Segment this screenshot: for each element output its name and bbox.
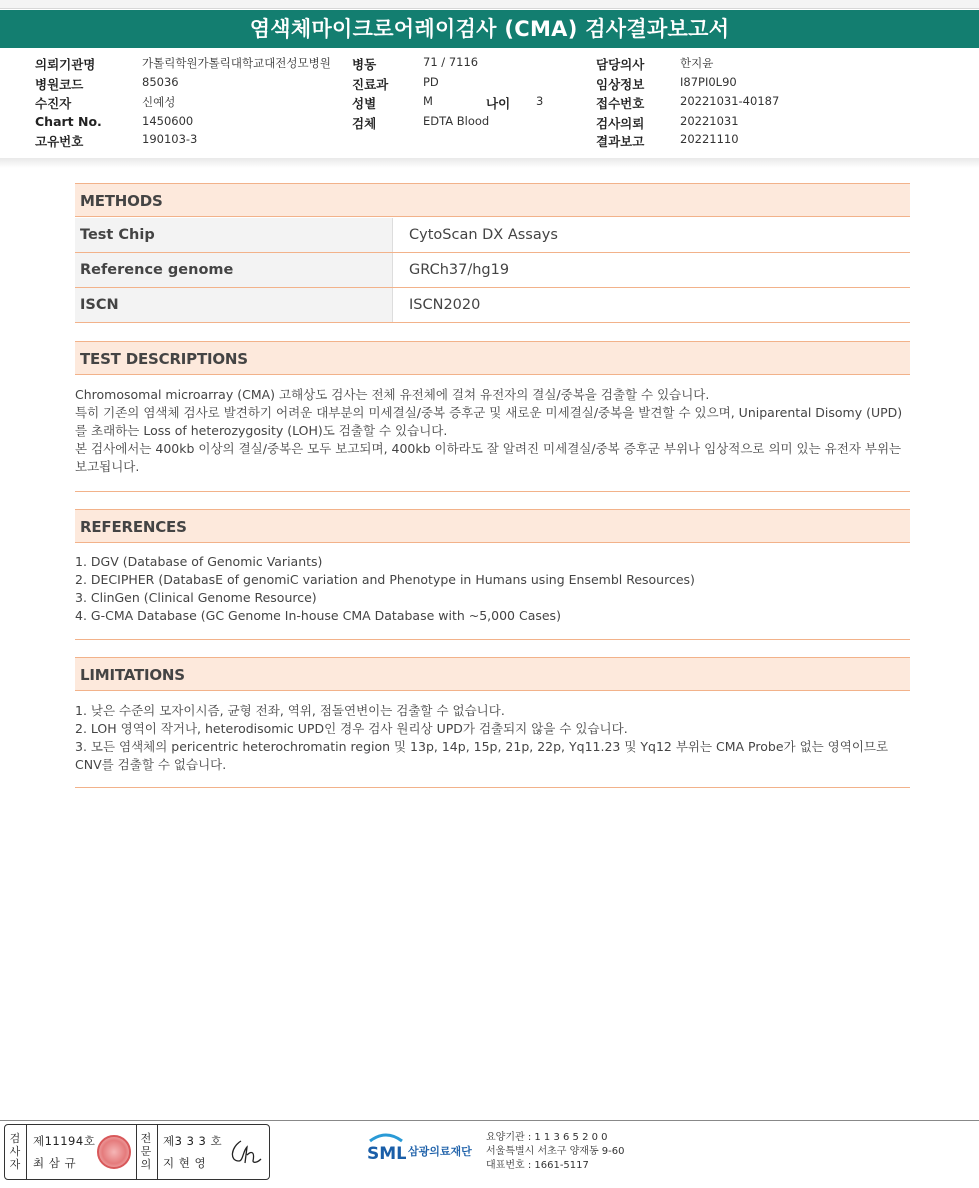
dept-label: 진료과 <box>352 77 389 92</box>
section-divider <box>75 787 910 788</box>
limitations-heading: LIMITATIONS <box>75 657 910 691</box>
report-date-value: 20221110 <box>680 132 739 146</box>
specimen-label: 검체 <box>352 116 377 131</box>
age-value: 3 <box>536 94 544 108</box>
methods-key: ISCN <box>75 288 393 322</box>
reference-item: 1. DGV (Database of Genomic Variants) <box>75 554 323 569</box>
methods-key: Test Chip <box>75 218 393 252</box>
reference-item: 3. ClinGen (Clinical Genome Resource) <box>75 590 317 605</box>
limitation-item: 1. 낮은 수준의 모자이시즘, 균형 전좌, 역위, 점돌연변이는 검출할 수 없습니다. <box>75 703 505 718</box>
methods-value: ISCN2020 <box>409 297 481 313</box>
ward-label: 병동 <box>352 57 377 72</box>
signature-icon <box>227 1137 263 1167</box>
divider <box>157 1125 158 1179</box>
chart-no-value: 1450600 <box>142 114 194 128</box>
description-paragraph: Chromosomal microarray (CMA) 고해상도 검사는 전체 유전체에 걸쳐 유전자의 결실/중복을 검출할 수 있습니다. <box>75 387 710 402</box>
age-label: 나이 <box>486 96 511 111</box>
receipt-no-value: 20221031-40187 <box>680 94 780 108</box>
org-contact <box>486 1131 625 1173</box>
description-paragraph: 본 검사에서는 400kb 이상의 결실/중복은 모두 보고되며, 400kb 이하라도 잘 알려진 미세결실/중복 증후군 부위나 임상적으로 의미 있는 유전자 부위는 보고됩니다. <box>75 441 902 474</box>
sml-logo <box>366 1131 472 1167</box>
examiner-name: 최 삼 규 <box>33 1156 77 1170</box>
institution-label: 의뢰기관명 <box>35 57 96 72</box>
section-divider <box>75 639 910 640</box>
limitation-item: 3. 모든 염색체의 pericentric heterochromatin region 및 13p, 14p, 15p, 21p, 22p, Yq11.23 및 Yq12 부위는 CMA Probe가 없는 영역이므로 CNV를 검출할 수 없습니다. <box>75 739 889 772</box>
top-rule <box>0 0 979 9</box>
test-descriptions-body <box>75 386 910 476</box>
reference-item: 4. G-CMA Database (GC Genome In-house CMA Database with ~5,000 Cases) <box>75 608 561 623</box>
sex-label: 성별 <box>352 96 377 111</box>
doctor-value: 한지윤 <box>680 56 714 70</box>
specimen-value: EDTA Blood <box>423 114 490 128</box>
doctor-label: 담당의사 <box>596 57 645 72</box>
org-address: 서울특별시 서초구 양재동 9-60 <box>486 1146 625 1157</box>
methods-row <box>75 218 910 253</box>
clinical-info-value: I87PI0L90 <box>680 75 737 89</box>
request-date-label: 검사의뢰 <box>596 116 645 131</box>
divider <box>26 1125 27 1179</box>
references-heading: REFERENCES <box>75 509 910 543</box>
unique-no-value: 190103-3 <box>142 132 198 146</box>
specialist-name: 지 현 영 <box>163 1156 207 1170</box>
references-list <box>75 553 910 625</box>
methods-heading: METHODS <box>75 183 910 217</box>
org-name: 삼광의료재단 <box>408 1145 472 1158</box>
institution-code: 요양기관 : 1 1 3 6 5 2 0 0 <box>486 1132 608 1143</box>
limitations-list <box>75 702 910 774</box>
report-title: 염색체마이크로어레이검사 (CMA) 검사결과보고서 <box>0 10 979 48</box>
dept-value: PD <box>423 75 439 89</box>
test-descriptions-heading: TEST DESCRIPTIONS <box>75 341 910 375</box>
hospital-code-value: 85036 <box>142 75 179 89</box>
methods-row <box>75 253 910 288</box>
methods-value: CytoScan DX Assays <box>409 227 558 243</box>
report-date-label: 결과보고 <box>596 134 645 149</box>
hospital-code-label: 병원코드 <box>35 77 84 92</box>
request-date-value: 20221031 <box>680 114 739 128</box>
institution-value: 가톨릭학원가톨릭대학교대전성모병원 <box>142 56 331 70</box>
header-divider <box>0 158 979 168</box>
specialist-license: 제3 3 3 호 <box>163 1134 223 1148</box>
clinical-info-label: 임상정보 <box>596 77 645 92</box>
reference-item: 2. DECIPHER (DatabasE of genomiC variation and Phenotype in Humans using Ensembl Resources) <box>75 572 695 587</box>
sml-logo-icon <box>366 1131 406 1163</box>
sex-value: M <box>423 94 433 108</box>
sml-logo-text: SML <box>367 1144 406 1163</box>
description-paragraph: 특히 기존의 염색체 검사로 발견하기 어려운 대부분의 미세결실/중복 증후군 및 새로운 미세결실/중복을 발견할 수 있으며, Uniparental Disomy (UPD)를 초래하는 Loss of heterozygosity (LOH)도 검출할 수 있습니다. <box>75 405 903 438</box>
methods-row <box>75 288 910 323</box>
official-seal-icon <box>97 1135 131 1169</box>
methods-key: Reference genome <box>75 253 393 287</box>
examiner-license: 제11194호 <box>33 1134 96 1148</box>
footer-divider <box>0 1120 979 1121</box>
unique-no-label: 고유번호 <box>35 134 84 149</box>
receipt-no-label: 접수번호 <box>596 96 645 111</box>
specialist-label: 전 문 의 <box>140 1132 152 1171</box>
signature-box <box>4 1124 270 1180</box>
ward-value: 71 / 7116 <box>423 55 479 69</box>
recipient-label: 수진자 <box>35 96 72 111</box>
chart-no-label: Chart No. <box>35 114 102 129</box>
examiner-label: 검 사 자 <box>9 1132 21 1171</box>
section-divider <box>75 491 910 492</box>
divider <box>136 1125 137 1179</box>
org-phone: 대표번호 : 1661-5117 <box>486 1160 589 1171</box>
limitation-item: 2. LOH 영역이 작거나, heterodisomic UPD인 경우 검사 원리상 UPD가 검출되지 않을 수 있습니다. <box>75 721 628 736</box>
methods-value: GRCh37/hg19 <box>409 262 510 278</box>
recipient-value: 신예성 <box>142 95 176 109</box>
